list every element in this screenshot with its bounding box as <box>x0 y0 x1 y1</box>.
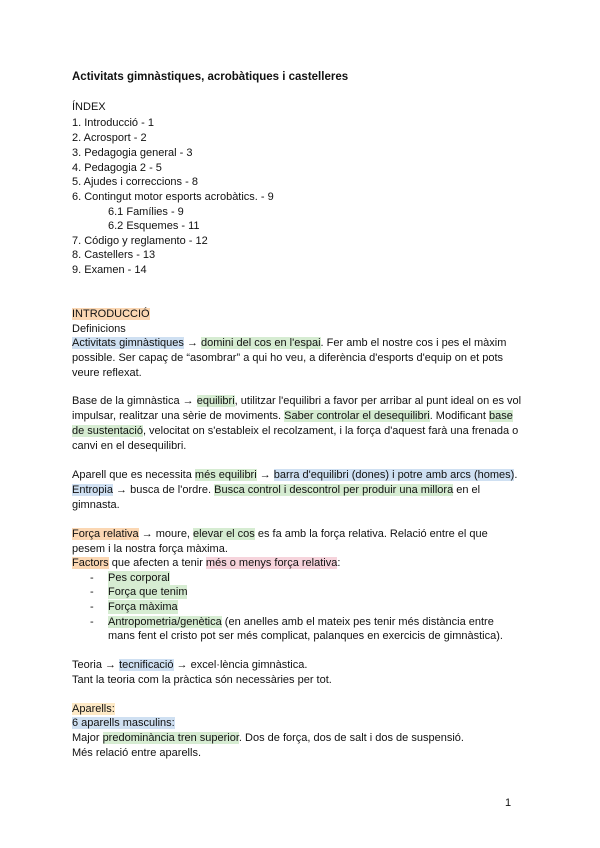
text: es fa amb la força relativa. Relació entre el que <box>254 528 488 540</box>
paragraph-line: canvi en el desequilibri. <box>72 440 187 452</box>
bullet: - <box>90 586 94 598</box>
highlight: Força màxima <box>108 601 178 613</box>
paragraph-line: pesem i la nostra força màxima. <box>72 543 228 555</box>
paragraph-line <box>72 556 340 570</box>
index-item: 8. Castellers - 13 <box>72 249 156 261</box>
index-item: 2. Acrosport - 2 <box>72 132 147 144</box>
highlight: Saber controlar el desequilibri <box>284 410 430 422</box>
highlight: equilibri <box>196 395 235 407</box>
list-item-text <box>108 615 494 629</box>
bullet: - <box>90 572 94 584</box>
page-number: 1 <box>505 797 512 809</box>
index-subitem: 6.2 Esquemes - 11 <box>108 220 200 232</box>
highlight: predominància tren superior <box>102 732 239 744</box>
paragraph-line <box>72 424 518 438</box>
highlight: elevar el cos <box>193 528 255 540</box>
text: → <box>256 469 274 481</box>
paragraph-line <box>72 336 506 350</box>
index-item: 4. Pedagogia 2 - 5 <box>72 162 162 174</box>
index-item: 9. Examen - 14 <box>72 264 147 276</box>
text: → <box>183 337 202 349</box>
index-item: 5. Ajudes i correccions - 8 <box>72 176 198 188</box>
paragraph-line <box>72 716 175 730</box>
paragraph-line: Tant la teoria com la pràctica són necessàries per tot. <box>72 674 332 686</box>
bullet: - <box>90 601 94 613</box>
text: → moure, <box>138 528 194 540</box>
document-title: Activitats gimnàstiques, acrobàtiques i castelleres <box>72 71 349 83</box>
highlight: Factors <box>72 557 109 569</box>
text: . Modificant <box>429 410 489 422</box>
text: : <box>337 557 341 569</box>
highlight: Entropia <box>72 484 113 496</box>
highlight: Antropometria/genètica <box>108 616 222 628</box>
text: Major <box>72 732 103 744</box>
index-heading: ÍNDEX <box>72 101 106 113</box>
index-item: 1. Introducció - 1 <box>72 117 154 129</box>
highlight: de sustentació <box>72 425 143 437</box>
paragraph-line <box>72 731 464 745</box>
text: , utilitzar l'equilibri a favor per arribar al punt ideal on es vol <box>234 395 522 407</box>
paragraph-line: possible. Ser capaç de “asombrar” a qui ho veu, a diferència d'esports d'equip on et pots <box>72 352 504 364</box>
paragraph-line <box>72 527 488 541</box>
paragraph-line <box>72 409 513 423</box>
paragraph-line <box>72 658 307 672</box>
text: . Fer amb el nostre cos i pes el màxim <box>320 337 507 349</box>
paragraph-line <box>72 468 517 482</box>
highlight: Força relativa <box>72 528 139 540</box>
highlight: tecnificació <box>119 659 174 671</box>
paragraph-line: veure reflexat. <box>72 367 142 379</box>
highlight: més equilibri <box>194 469 257 481</box>
highlight: més o menys força relativa <box>205 557 338 569</box>
highlight: Busca control i descontrol per produir una millora <box>214 484 454 496</box>
text: que afecten a tenir <box>108 557 206 569</box>
highlight: Activitats gimnàstiques <box>72 337 184 349</box>
text: (en anelles amb el mateix pes tenir més distància entre <box>221 616 494 628</box>
text: en el <box>453 484 481 496</box>
text: . Dos de força, dos de salt i dos de suspensió. <box>238 732 464 744</box>
text: Teoria → <box>72 659 120 671</box>
paragraph-line: Més relació entre aparells. <box>72 747 202 759</box>
text: → busca de l'ordre. <box>112 484 215 496</box>
section-title-text: INTRODUCCIÓ <box>72 308 150 320</box>
highlight: domini del cos en l'espai <box>201 337 321 349</box>
paragraph-line <box>72 702 115 716</box>
highlight: Aparells: <box>72 703 115 715</box>
highlight: 6 aparells masculins: <box>72 717 175 729</box>
text: impulsar, realitzar una sèrie de moviments. <box>72 410 285 422</box>
text: . <box>514 469 518 481</box>
highlight: Pes corporal <box>108 572 170 584</box>
list-item-continuation: mans fent el cristo pot ser més complicat, palanques en exercicis de gimnàstica). <box>108 630 503 642</box>
index-item: 7. Código y reglamento - 12 <box>72 235 208 247</box>
highlight: barra d'equilibri (dones) i potre amb arcs (homes) <box>273 469 515 481</box>
highlight: Força que tenim <box>108 586 188 598</box>
text: Aparell que es necessita <box>72 469 195 481</box>
paragraph-line <box>72 394 521 408</box>
section-title <box>72 307 150 321</box>
highlight: base <box>489 410 513 422</box>
index-item: 6. Contingut motor esports acrobàtics. - 9 <box>72 191 274 203</box>
index-item: 3. Pedagogia general - 3 <box>72 147 193 159</box>
paragraph-line <box>72 483 480 497</box>
bullet: - <box>90 616 94 628</box>
paragraph-line: gimnasta. <box>72 499 120 511</box>
text: Base de la gimnàstica → <box>72 395 197 407</box>
index-subitem: 6.1 Famílies - 9 <box>108 206 184 218</box>
subsection-title: Definicions <box>72 323 126 335</box>
text: → excel·lència gimnàstica. <box>173 659 308 671</box>
text: , velocitat on s'estableix el recolzament, i la força d'aquest farà una frenada o <box>142 425 519 437</box>
